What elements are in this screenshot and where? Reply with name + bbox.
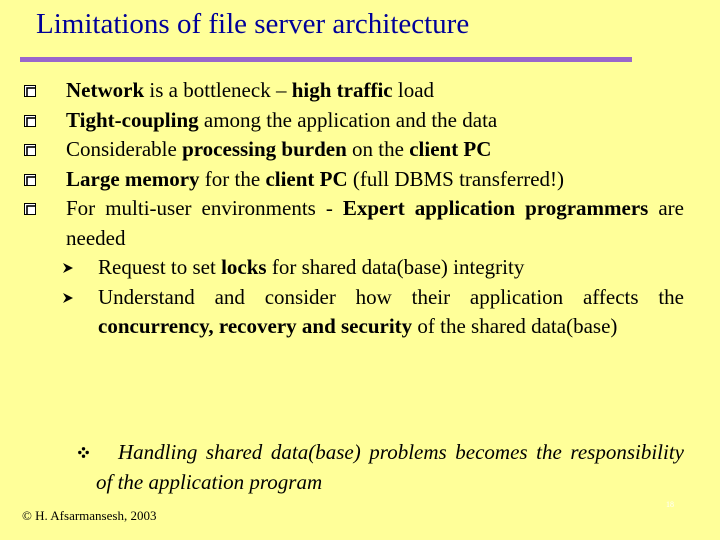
title-underline [20, 57, 632, 62]
square-bullet-icon [24, 194, 40, 224]
bullet-text: (full DBMS transferred!) [347, 166, 565, 191]
footer-copyright: © H. Afsarmansesh, 2003 [22, 508, 157, 523]
bullet-text: For multi-user environments - [66, 196, 343, 220]
square-bullet-icon [24, 76, 40, 106]
bullet-text: is a bottleneck – [144, 78, 292, 102]
bullet-bold-text: Tight-coupling [66, 107, 199, 132]
bullet-bold-text: Large memory [66, 166, 200, 191]
sub-bullet-bold-text: locks [221, 255, 267, 279]
bullet-list [20, 76, 684, 342]
bullet-bold-text: client PC [265, 166, 348, 191]
slide-title: Limitations of file server architecture [36, 8, 470, 40]
closing-note [20, 438, 684, 497]
bullet-text: for the [199, 166, 266, 191]
diamond-bullet-icon [78, 438, 92, 468]
bullet-text: load [392, 78, 435, 102]
arrowhead-bullet-icon [62, 253, 78, 283]
arrowhead-bullet-icon [62, 283, 78, 313]
bullet-bold-text: Expert application programmers [342, 196, 649, 220]
note-text [20, 438, 684, 497]
square-bullet-icon [24, 106, 40, 136]
sub-bullet-item [20, 253, 684, 283]
page-number: 18 [666, 500, 674, 509]
bullet-item [20, 106, 684, 136]
bullet-item [20, 165, 684, 195]
bullet-bold-text: high traffic [291, 78, 393, 102]
sub-bullet-item [20, 283, 684, 342]
sub-bullet-bold-text: concurrency, recovery and security [98, 314, 413, 338]
bullet-item [20, 194, 684, 253]
bullet-text: on the [346, 137, 410, 161]
sub-bullet-text: Request to set [98, 255, 222, 279]
bullet-bold-text: Network [66, 78, 145, 102]
bullet-bold-text: client PC [409, 137, 492, 161]
bullet-item [20, 135, 684, 165]
sub-bullet-text: of the shared data(base) [412, 314, 618, 338]
bullet-item [20, 76, 684, 106]
note-lead-text: Handling shared data(base) problems becomes the [118, 440, 562, 464]
square-bullet-icon [24, 165, 40, 195]
square-bullet-icon [24, 135, 40, 165]
note-rest-text: responsibility of the application program [96, 440, 684, 494]
bullet-text: are needed [66, 196, 684, 250]
bullet-text: Considerable [66, 137, 183, 161]
sub-bullet-text: for shared data(base) integrity [266, 255, 525, 279]
sub-bullet-text: Understand and consider how their application affects the [98, 284, 684, 309]
bullet-bold-text: processing burden [182, 137, 347, 161]
bullet-text: among the application and the data [198, 107, 498, 132]
